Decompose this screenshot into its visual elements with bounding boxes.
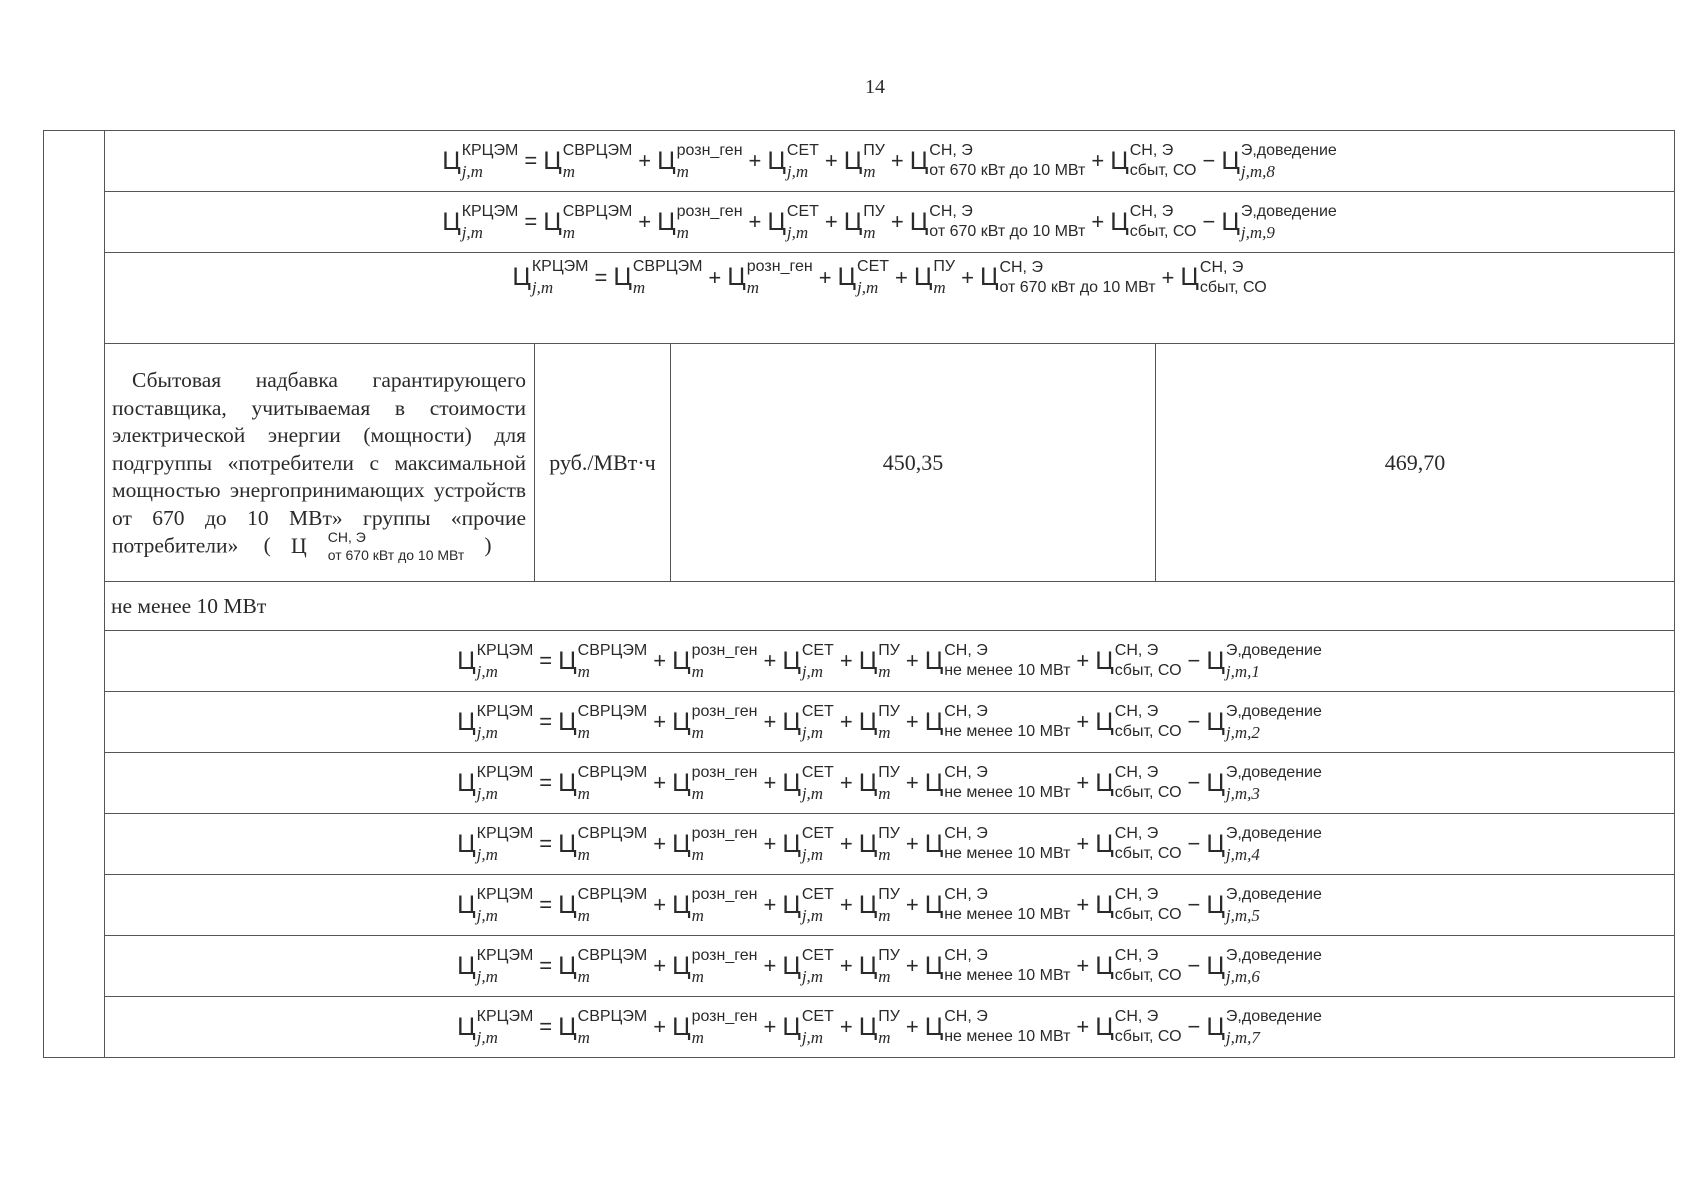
formula-operator: − <box>1187 709 1201 734</box>
price-formula <box>457 946 1322 986</box>
formula-operator: + <box>1076 892 1090 917</box>
formula-row <box>44 875 1675 936</box>
formula-term: Ц КРЦЭМ j,m <box>457 702 534 742</box>
markup-value-1: 450,35 <box>671 344 1156 582</box>
formula-term: Ц СВРЦЭМ m <box>558 702 648 742</box>
formula-term: Ц ПУ m <box>843 202 885 242</box>
formula-operator: + <box>824 209 838 234</box>
formula-term: Ц Э,доведение j,m,4 <box>1206 824 1322 864</box>
formula-term: Ц СВРЦЭМ m <box>558 946 648 986</box>
price-formula <box>457 702 1322 742</box>
formula-operator: + <box>638 148 652 173</box>
formula-term: Ц СН, Э сбыт, СО <box>1180 258 1267 296</box>
formula-operator: + <box>961 264 974 290</box>
formula-operator: + <box>905 892 919 917</box>
formula-term: Ц СН, Э от 670 кВт до 10 МВт <box>979 258 1156 296</box>
markup-unit: руб./МВт·ч <box>535 344 671 582</box>
formula-operator: + <box>905 648 919 673</box>
formula-operator: = <box>539 1014 553 1039</box>
formula-term: Ц СВРЦЭМ m <box>543 202 633 242</box>
formula-term: Ц СН, Э сбыт, СО <box>1095 886 1182 923</box>
formula-term: Ц Э,доведение j,m,6 <box>1206 946 1322 986</box>
formula-term: Ц КРЦЭМ j,m <box>442 141 519 181</box>
formula-term: Ц ПУ m <box>858 946 900 986</box>
formula-operator: + <box>890 209 904 234</box>
formula-term: Ц Э,доведение j,m,8 <box>1221 141 1337 181</box>
formula-term: Ц КРЦЭМ j,m <box>457 641 534 681</box>
formula-term: Ц СВРЦЭМ m <box>558 885 648 925</box>
formula-operator: + <box>653 892 667 917</box>
formula-term: Ц СН, Э не менее 10 МВт <box>924 947 1071 984</box>
formula-term: Ц СЕТ j,m <box>837 258 890 297</box>
formula-operator: + <box>905 709 919 734</box>
formula-term: Ц СН, Э не менее 10 МВт <box>924 764 1071 801</box>
formula-operator: + <box>653 709 667 734</box>
formula-term: Ц розн_ген m <box>657 141 743 181</box>
formula-operator: = <box>524 209 538 234</box>
formula-term: Ц ПУ m <box>858 1007 900 1047</box>
formula-row <box>44 753 1675 814</box>
formula-term: Ц Э,доведение j,m,2 <box>1206 702 1322 742</box>
formula-operator: + <box>839 953 853 978</box>
formula-operator: + <box>708 264 722 290</box>
formula-operator: + <box>763 709 777 734</box>
formula-term: Ц СН, Э сбыт, СО <box>1095 703 1182 740</box>
formula-term: Ц СН, Э не менее 10 МВт <box>924 1008 1071 1045</box>
formula-cell <box>105 253 1675 344</box>
formula-operator: + <box>653 648 667 673</box>
formula-term: Ц розн_ген m <box>672 946 758 986</box>
formula-cell <box>105 192 1675 253</box>
left-margin-cell <box>44 131 105 1058</box>
formula-operator: − <box>1202 209 1216 234</box>
formula-term: Ц Э,доведение j,m,5 <box>1206 885 1322 925</box>
formula-operator: + <box>890 148 904 173</box>
formula-term: Ц СЕТ j,m <box>782 1007 834 1047</box>
formula-term: Ц розн_ген m <box>672 885 758 925</box>
formula-term: Ц СН, Э сбыт, СО <box>1095 642 1182 679</box>
formula-term: Ц ПУ m <box>913 258 956 297</box>
formula-term: Ц СЕТ j,m <box>782 641 834 681</box>
formula-operator: + <box>763 648 777 673</box>
formula-term: Ц СВРЦЭМ m <box>558 1007 648 1047</box>
formula-term: Ц СН, Э не менее 10 МВт <box>924 642 1071 679</box>
formula-term: Ц Э,доведение j,m,7 <box>1206 1007 1322 1047</box>
formula-term: Ц КРЦЭМ j,m <box>457 763 534 803</box>
formula-operator: − <box>1187 770 1201 795</box>
formula-term: Ц СЕТ j,m <box>782 885 834 925</box>
formula-operator: = <box>539 892 553 917</box>
formula-operator: = <box>539 831 553 856</box>
formula-term: Ц СЕТ j,m <box>782 946 834 986</box>
section-row <box>44 582 1675 631</box>
formula-operator: + <box>839 831 853 856</box>
formula-cell <box>105 875 1675 936</box>
formula-row <box>44 814 1675 875</box>
price-formula <box>457 824 1322 864</box>
formula-operator: + <box>1076 831 1090 856</box>
formula-term: Ц СЕТ j,m <box>782 763 834 803</box>
formula-term: Ц розн_ген m <box>672 824 758 864</box>
formula-operator: + <box>839 648 853 673</box>
formula-term: Ц ПУ m <box>858 763 900 803</box>
markup-symbol: ( Ц СН, Э от 670 кВт до 10 МВт ) <box>263 529 492 563</box>
formula-operator: − <box>1187 953 1201 978</box>
formula-term: Ц КРЦЭМ j,m <box>457 824 534 864</box>
formula-operator: + <box>839 770 853 795</box>
formula-operator: + <box>763 892 777 917</box>
formula-term: Ц ПУ m <box>843 141 885 181</box>
markup-value-2: 469,70 <box>1156 344 1675 582</box>
markup-description: Сбытовая надбавка гарантирующего поставщика, учитываемая в стоимости электрической энергии (мощности) для подгруппы «потребители с максимальной мощностью энергопринимающих устройств от 670 до 10 МВт» группы «прочие потребители» ( Ц СН, Э от 670 кВт до 10 МВт ) <box>112 368 526 563</box>
formula-operator: + <box>905 770 919 795</box>
formula-row-2 <box>44 192 1675 253</box>
formula-operator: = <box>539 953 553 978</box>
formula-term: Ц СН, Э сбыт, СО <box>1095 1008 1182 1045</box>
formula-cell <box>105 753 1675 814</box>
formula-operator: + <box>839 709 853 734</box>
formula-term: Ц розн_ген m <box>657 202 743 242</box>
formula-operator: + <box>1076 953 1090 978</box>
formula-term: Ц КРЦЭМ j,m <box>442 202 519 242</box>
formula-operator: + <box>748 209 762 234</box>
formula-term: Ц СН, Э сбыт, СО <box>1095 825 1182 862</box>
formula-operator: − <box>1187 831 1201 856</box>
formula-operator: − <box>1202 148 1216 173</box>
price-formula <box>457 641 1322 681</box>
formula-term: Ц ПУ m <box>858 702 900 742</box>
formula-operator: + <box>839 1014 853 1039</box>
markup-row <box>44 344 1675 582</box>
formula-operator: + <box>1076 709 1090 734</box>
formula-cell <box>105 997 1675 1058</box>
formula-term: Ц КРЦЭМ j,m <box>512 258 589 297</box>
formula-term: Ц СВРЦЭМ m <box>558 763 648 803</box>
formula-operator: + <box>1091 209 1105 234</box>
formula-term: Ц КРЦЭМ j,m <box>457 885 534 925</box>
formula-operator: + <box>638 209 652 234</box>
formula-term: Ц СВРЦЭМ m <box>613 258 703 297</box>
formula-term: Ц СН, Э не менее 10 МВт <box>924 825 1071 862</box>
formula-operator: + <box>895 264 908 290</box>
formula-term: Ц КРЦЭМ j,m <box>457 946 534 986</box>
formula-operator: + <box>905 1014 919 1039</box>
formula-term: Ц КРЦЭМ j,m <box>457 1007 534 1047</box>
formula-operator: = <box>539 709 553 734</box>
price-formula <box>457 1007 1322 1047</box>
formula-term: Ц ПУ m <box>858 885 900 925</box>
formula-term: Ц розн_ген m <box>672 1007 758 1047</box>
price-formula <box>457 763 1322 803</box>
formula-operator: = <box>539 770 553 795</box>
price-formula <box>512 258 1267 297</box>
formula-cell <box>105 814 1675 875</box>
formula-term: Ц розн_ген m <box>672 763 758 803</box>
formula-operator: + <box>839 892 853 917</box>
formula-operator: + <box>1076 770 1090 795</box>
formula-term: Ц Э,доведение j,m,1 <box>1206 641 1322 681</box>
formula-row-1 <box>44 131 1675 192</box>
formula-term: Ц ПУ m <box>858 824 900 864</box>
formula-operator: = <box>594 264 608 290</box>
formula-operator: + <box>653 953 667 978</box>
formula-operator: + <box>763 770 777 795</box>
formula-term: Ц СН, Э сбыт, СО <box>1095 764 1182 801</box>
formula-term: Ц СЕТ j,m <box>767 141 819 181</box>
tariff-table <box>43 130 1675 1058</box>
price-formula <box>457 885 1322 925</box>
price-formula <box>442 202 1337 242</box>
formula-operator: + <box>763 953 777 978</box>
formula-term: Ц розн_ген m <box>672 641 758 681</box>
formula-term: Ц СН, Э сбыт, СО <box>1110 203 1197 240</box>
formula-term: Ц СЕТ j,m <box>782 824 834 864</box>
formula-operator: + <box>748 148 762 173</box>
formula-operator: + <box>1161 264 1175 290</box>
formula-cell <box>105 692 1675 753</box>
formula-row-3 <box>44 253 1675 344</box>
formula-row <box>44 936 1675 997</box>
formula-operator: + <box>824 148 838 173</box>
formula-row <box>44 692 1675 753</box>
formula-term: Ц СЕТ j,m <box>767 202 819 242</box>
formula-term: Ц СН, Э сбыт, СО <box>1095 947 1182 984</box>
formula-term: Ц СН, Э от 670 кВт до 10 МВт <box>909 203 1086 240</box>
formula-operator: = <box>524 148 538 173</box>
formula-term: Ц СН, Э от 670 кВт до 10 МВт <box>909 142 1086 179</box>
formula-term: Ц СВРЦЭМ m <box>543 141 633 181</box>
formula-operator: + <box>905 953 919 978</box>
formula-term: Ц розн_ген m <box>672 702 758 742</box>
formula-operator: + <box>653 1014 667 1039</box>
formula-cell <box>105 131 1675 192</box>
formula-term: Ц СВРЦЭМ m <box>558 641 648 681</box>
formula-term: Ц СН, Э не менее 10 МВт <box>924 886 1071 923</box>
formula-term: Ц ПУ m <box>858 641 900 681</box>
formula-operator: + <box>1076 648 1090 673</box>
formula-operator: + <box>818 264 832 290</box>
formula-operator: + <box>653 770 667 795</box>
formula-operator: + <box>1076 1014 1090 1039</box>
markup-description-cell <box>105 344 535 582</box>
formula-operator: = <box>539 648 553 673</box>
formula-term: Ц Э,доведение j,m,9 <box>1221 202 1337 242</box>
formula-operator: − <box>1187 892 1201 917</box>
formula-operator: + <box>763 831 777 856</box>
section-label: не менее 10 МВт <box>105 582 1675 631</box>
price-formula <box>442 141 1337 181</box>
formula-row <box>44 997 1675 1058</box>
formula-cell <box>105 631 1675 692</box>
formula-term: Ц розн_ген m <box>727 258 813 297</box>
formula-term: Ц СВРЦЭМ m <box>558 824 648 864</box>
formula-operator: + <box>905 831 919 856</box>
formula-cell <box>105 936 1675 997</box>
formula-operator: − <box>1187 648 1201 673</box>
page-number: 14 <box>865 76 885 98</box>
formula-term: Ц СН, Э сбыт, СО <box>1110 142 1197 179</box>
formula-term: Ц СЕТ j,m <box>782 702 834 742</box>
formula-operator: − <box>1187 1014 1201 1039</box>
formula-row <box>44 631 1675 692</box>
formula-operator: + <box>653 831 667 856</box>
formula-term: Ц СН, Э не менее 10 МВт <box>924 703 1071 740</box>
formula-term: Ц Э,доведение j,m,3 <box>1206 763 1322 803</box>
formula-operator: + <box>763 1014 777 1039</box>
formula-operator: + <box>1091 148 1105 173</box>
